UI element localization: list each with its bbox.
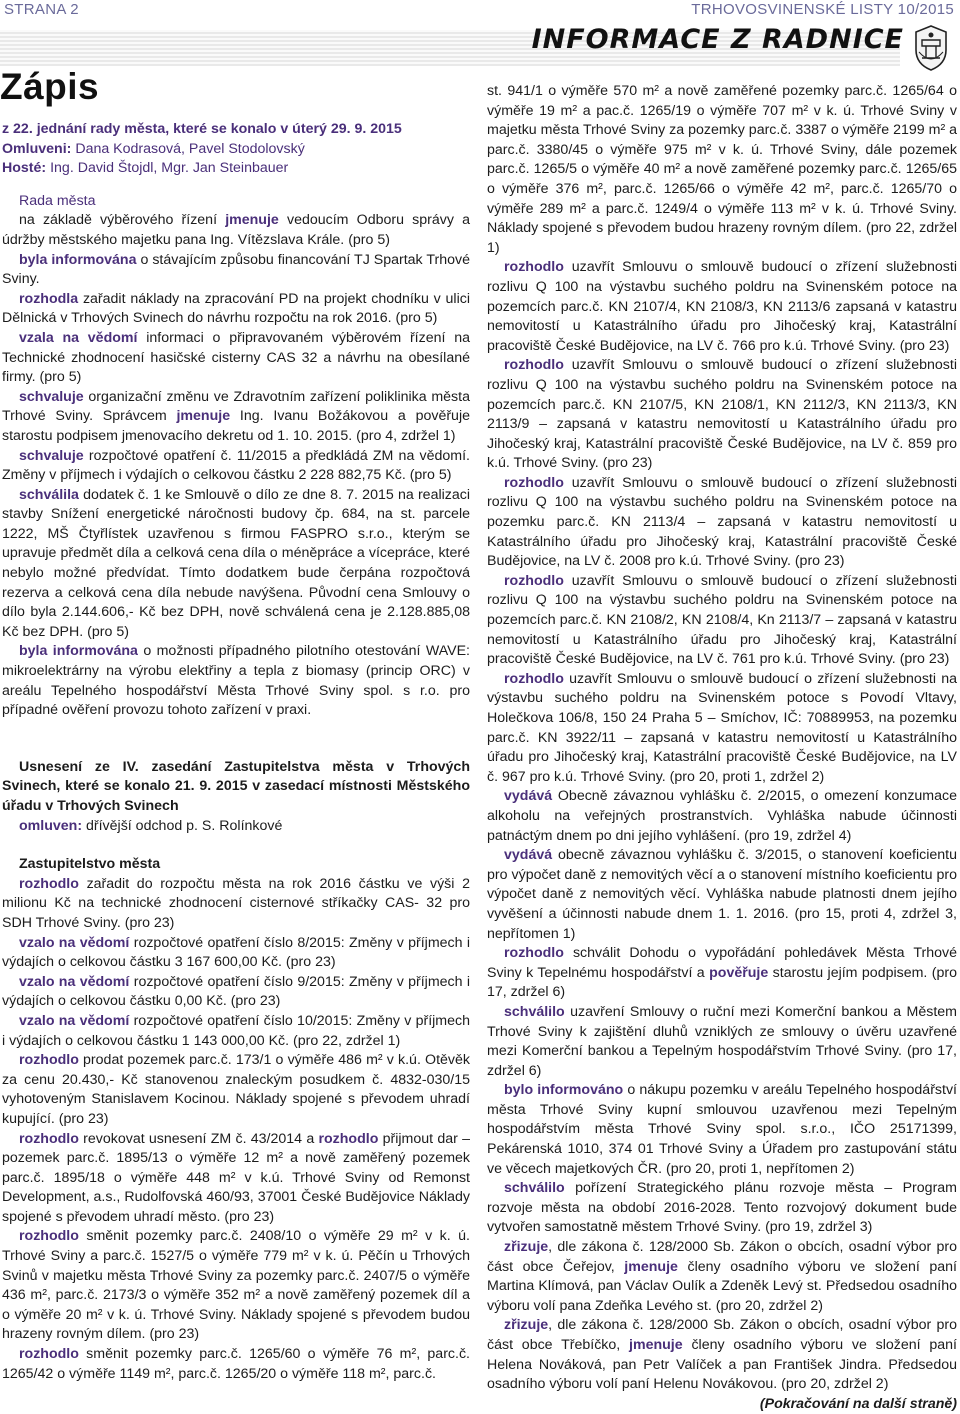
r4-text: uzavřít Smlouvu o smlouvě budoucí o zřízení služebnosti rozlivu Q 100 na výstavbu suchého poldru na Svinenském potoce na pozemcích parc.č. KN 2108/2, KN 2108/4, Kn 2113/7 – zapsaná v katastru nemovitostí u Katastrálního úřadu pro Jihočeský kraj, Katastrální pracoviště České Budějovice, na LV č. 761 pro k.ú. Trhové Sviny. (pro 23) xyxy=(487,572,957,668)
council-p2-verb: byla informována xyxy=(19,251,137,268)
absent-label: Omluveni: xyxy=(2,140,72,157)
council-p4-verb: vzala na vědomí xyxy=(19,329,138,346)
z7-text: směnit pozemky parc.č. 2408/10 o výměře 29 m² v k. ú. Trhové Sviny a parc.č. 1527/5 o výměře 779 m² v k. ú. Pěčín u Trhových Svinů v majetku města Trhové Sviny za pozemky parc.č. 2407/5 o výměře 436 m², parc.č. 2173/3 o výměře 352 m² a nově zaměřený pozemek díl a o výměře 20 m² v k. ú. Trhové Sviny. Náklady spojené s převodem budou hrazeny rovným dílem. (pro 23) xyxy=(2,1228,470,1343)
z5-verb: rozhodlo xyxy=(19,1052,79,1069)
z6-text: revokovat usnesení ZM č. 43/2014 a xyxy=(83,1130,315,1147)
council-p8-text: o možnosti případného pilotního otestování WAVE: mikroelektrárny na výrobu elektřiny a tepla z biomasy (princip ORC) v areálu Tepelného hospodářství Města Trhové Sviny spol. s r.o. pro případné ověření provozu tohoto zařízení v praxi. xyxy=(2,643,470,719)
z2-verb: vzalo na vědomí xyxy=(19,934,130,951)
section-banner: INFORMACE Z RADNICE xyxy=(531,24,904,55)
r6-verb: vydává xyxy=(504,788,553,805)
council-p3-text: zařadit náklady na zpracování PD na projekt chodníku v ulici Dělnická v Trhových Svinech do návrhu rozpočtu na rok 2016. (pro 5) xyxy=(2,290,470,327)
z4-text: rozpočtové opatření číslo 10/2015: Změny v příjmech i výdajích o celkovou částku 1 143 000,00 Kč. (pro 22, zdržel 1) xyxy=(2,1012,470,1049)
r8-text: schválit Dohodu o vypořádání pohledávek Města Trhové Sviny k Tepelnému hospodářství a xyxy=(487,945,957,981)
council-p4-text: informaci o připravovaném výběrovém řízení na Technické zhodnocení hasičské cisterny CAS 32 a návrhu na obesílané firmy. (pro 5) xyxy=(2,329,470,386)
excused-text: dřívější odchod p. S. Rolínkové xyxy=(82,817,283,834)
r8-rest: starostu jejím podpisem. (pro 17, zdržel 6) xyxy=(487,964,958,1001)
council-p5-verb: schvaluje xyxy=(19,388,84,405)
r8-verb: rozhodlo xyxy=(504,945,564,962)
town-seal-icon xyxy=(910,24,952,72)
z4-verb: vzalo na vědomí xyxy=(19,1012,130,1029)
r3-verb: rozhodlo xyxy=(504,474,564,491)
z6-verb: rozhodlo xyxy=(19,1130,79,1147)
page-title: Zápis xyxy=(0,66,100,107)
r9-verb: schválilo xyxy=(504,1003,565,1020)
excused-label: omluven: xyxy=(19,817,83,834)
r0-text: st. 941/1 o výměře 570 m² a nově zaměřené pozemky parc.č. 1265/64 o výměře 19 m² a pac.č. 1265/19 o výměře 707 m² v k. ú. Trhové Sviny v majetku města Trhové Sviny za pozemky parc.č. 3387 o výměře 2199 m² a parc.č. 3380/45 o výměře 975 m² v k. ú. Trhové Sviny, dále pozemek parc.č. 1265/5 o výměře 40 m² a nově zaměřené pozemky parc.č. 1265/65 o výměře 376 m², parc.č. 1265/66 o výměře 42 m², parc.č. 1265/70 o výměře 289 m² a parc.č. 1249/4 o výměře 113 m² v k. ú. Trhové Sviny. Náklady spojené s převodem budou hrazeny rovným dílem. (pro 22, zdržel 1) xyxy=(487,83,957,256)
r1-text: uzavřít Smlouvu o smlouvě budoucí o zřízení služebnosti rozlivu Q 100 na výstavbu suchého poldru na Svinenském potoce na pozemcích parc.č. KN 2107/4, KN 2108/3, KN 2113/6 zapsaná v katastru nemovitostí u Katastrálního úřadu pro Jihočeský kraj, Katastrální pracoviště České Budějovice, na LV č. 766 pro k.ú. Trhové Sviny. (pro 23) xyxy=(487,259,957,354)
council-p5-verb2: jmenuje xyxy=(176,408,231,425)
r9-text: uzavření Smlouvy o ruční mezi Komerční bankou a Městem Trhové Sviny k zajištění dluhů vzniklých ze smlouvy o úvěru uzavřené mezi Komerční bankou a Tepelným hospodářstvím Trhové Sviny. (pro 17, zdržel 6) xyxy=(487,1003,957,1079)
z3-text: rozpočtové opatření číslo 9/2015: Změny v příjmech i výdajích o celkovou částku 0,00 Kč. (pro 23) xyxy=(2,973,470,1010)
r10-text: o nákupu pozemku v areálu Tepelného hospodářství města Trhové Sviny kupní smlouvou uzavřenou mezi Tepelným hospodářstvím města Trhové Sviny spol. s.r.o., IČO 25171399, Pekárenská 1010, 374 01 Trhové Sviny a Úřadem pro zastupování státu ve věcech majetkových ČR. (pro 20, proti 1, nepřítomen 2) xyxy=(487,1082,957,1177)
z8-verb: rozhodlo xyxy=(19,1346,79,1363)
council-p3-verb: rozhodla xyxy=(19,290,79,307)
guests-label: Hosté: xyxy=(2,160,47,177)
resolution-heading: Usnesení ze IV. zasedání Zastupitelstva města v Trhových Svinech, které se konalo 21. 9. 2015 v zasedací místnosti Městského úřadu v Trhových Svinech xyxy=(2,758,470,814)
council-p1-verb: jmenuje xyxy=(225,212,279,229)
r10-verb: bylo informováno xyxy=(504,1082,624,1099)
z6-rest: přijmout dar – pozemek parc.č. 1895/13 o výměře 12 m² a nově zaměřený pozemek parc.č. 1895/18 o výměře 448 m² v k.ú. Trhové Sviny od Remonst Development, a.s., Rudolfovská 460/93, 37001 České Budějovice Náklady spojené s převodem uhradí město. (pro 23) xyxy=(2,1130,471,1225)
r11-verb: schválilo xyxy=(504,1180,565,1197)
meeting-line: z 22. jednání rady města, které se konalo v úterý 29. 9. 2015 xyxy=(2,121,402,137)
z6-verb2: rozhodlo xyxy=(318,1130,379,1147)
r7-text: obecně závaznou vyhlášku č. 3/2015, o stanovení koeficientu pro výpočet daně z nemovitých věcí a o stanovení místního koeficientu pro výpočet daně z nemovitých věcí. Vyhláška nabude platnosti dnem jejího vyvěšení a účinnosti nabude dnem 1. 1. 2016. (pro 15, proti 4, zdržel 3, nepřítomen 1) xyxy=(487,847,957,942)
r5-verb: rozhodlo xyxy=(504,670,564,687)
r4-verb: rozhodlo xyxy=(504,572,564,589)
r13-rest: členy osadního výboru ve složení paní Helena Nováková, pan Petr Valíček a pan František Jindra. Předsedou osadního výboru volí paní Helenu Novákovou. (pro 20, zdržel 2) xyxy=(487,1337,958,1393)
council-p5-rest: Ing. Ivanu Božákovou a pověřuje starostu podpisem jmenovacího dekretu od 1. 10. 2015. (pro 4, zdržel 1) xyxy=(2,408,470,444)
council-p8-verb: byla informována xyxy=(19,643,138,660)
council-p5-text: organizační změnu ve Zdravotním zařízení poliklinika města Trhové Sviny. Správcem xyxy=(2,388,470,425)
r11-text: pořízení Strategického plánu rozvoje města – Program rozvoje města na období 2016-2028. Tento rozvojový dokument bude vytvořen samostatně městem Trhové Sviny. (pro 19, zdržel 3) xyxy=(487,1180,957,1236)
r6-text: Obecně závaznou vyhlášku č. 2/2015, o omezení konzumace alkoholu na veřejných prostranstvích. Vyhláška nabude účinnosti patnáctým dnem po dni jejího vyhlášení. (pro 19, zdržel 4) xyxy=(487,788,957,844)
continued-note: (Pokračování na další straně) xyxy=(759,1395,957,1412)
r2-verb: rozhodlo xyxy=(504,357,564,374)
r12-text: , dle zákona č. 128/2000 Sb. Zákon o obcích, osadní výbor pro část obce Čeřejov, xyxy=(487,1239,957,1275)
council-p2-text: o stávajícím způsobu financování TJ Spartak Trhové Sviny. xyxy=(2,251,470,288)
left-column xyxy=(2,120,470,1384)
r12-rest: členy osadního výboru ve složení paní Martina Klímová, pan Václav Oulík a Zdeněk Levý st. Předsedou osadního výboru volí pana Zdeňka Levého st. (pro 20, zdržel 2) xyxy=(487,1258,957,1314)
r13-verb: zřizuje xyxy=(504,1317,549,1334)
r12-verb: zřizuje xyxy=(504,1239,549,1256)
z8-text: směnit pozemky parc.č. 1265/60 o výměře 76 m², parc.č. 1265/42 o výměře 1149 m², parc.č. 1265/20 o výměře 118 m², parc.č. xyxy=(2,1346,470,1382)
assembly-heading: Zastupitelstvo města xyxy=(19,856,161,873)
r13-verb2: jmenuje xyxy=(629,1337,683,1353)
r5-text: uzavřít Smlouvu o smlouvě budoucí o zřízení služebnosti na výstavbu suchého poldru na Svinenském potoce s Povodí Vltavy, Holečkova 106/8, 150 24 Praha 5 – Smíchov, IČ: 70889953, na pozemku parc.č. KN 3922/11 – zapsaná v katastru nemovitostí u Katastrálního úřadu pro Jihočeský kraj, Katastrální pracoviště České Budějovice, na LV č. 967 pro k.ú. Trhové Sviny. (pro 20, proti 1, zdržel 2) xyxy=(487,670,957,785)
council-p1-rest: vedoucím Odboru správy a údržby městského majetku pana Ing. Vítězslava Krále. (pro 5) xyxy=(2,212,470,248)
page-number: STRANA 2 xyxy=(4,1,79,18)
right-column xyxy=(487,82,957,1414)
z5-text: prodat pozemek parc.č. 173/1 o výměře 486 m² v k.ú. Otěvěk za cenu 20.430,- Kč stanovenou znaleckým posudkem č. 4832-030/15 vyhotoveným Stanislavem Kocinou. Náklady spojené s převodem uhradí kupující. (pro 23) xyxy=(2,1052,470,1127)
journal-title: TRHOVOSVINENSKÉ LISTY 10/2015 xyxy=(691,1,954,18)
absent-names: Dana Kodrasová, Pavel Stodolovský xyxy=(71,140,305,157)
council-p1: na základě výběrového řízení xyxy=(19,212,218,229)
z7-verb: rozhodlo xyxy=(19,1228,79,1245)
r8-verb2: pověřuje xyxy=(709,964,769,981)
z1-text: zařadit do rozpočtu města na rok 2016 částku ve výši 2 milionu Kč na technické zhodnocení cisternové stříkačky CAS- 32 pro SDH Trhové Sviny. (pro 23) xyxy=(2,875,470,931)
r12-verb2: jmenuje xyxy=(624,1258,678,1275)
council-p7-verb: schválila xyxy=(19,486,79,503)
council-p7-text: dodatek č. 1 ke Smlouvě o dílo ze dne 8. 7. 2015 na realizaci stavby Snížení energetické náročnosti budovy čp. 684, na st. parcele 1222, MŠ Čtyřlístek uzavřenou s firmou FASPRO s.r.o., kterým se upravuje předmět díla a celková cena díla o méněpráce a vícepráce, které nebylo možné předvídat. Tímto dodatkem bude čerpána rozpočtová rezerva a celková cena díla nebude navýšena. Původní cena Smlouvy o dílo byla 2.144.606,- Kč bez DPH, nově schválená cena je 2.128.885,08 Kč bez DPH. (pro 5) xyxy=(2,486,470,640)
r2-text: uzavřít Smlouvu o smlouvě budoucí o zřízení služebnosti rozlivu Q 100 na výstavbu suchého poldru na Svinenském potoce na pozemcích parc.č. KN 2107/5, KN 2108/1, KN 2112/3, KN 2113/3, KN 2113/9 – zapsaná v katastru nemovitostí u Katastrálního úřadu pro Jihočeský kraj, Katastrální pracoviště České Budějovice, na LV č. 859 pro k.ú. Trhové Sviny. (pro 23) xyxy=(487,357,957,472)
council-p6-text: rozpočtové opatření č. 11/2015 a předkládá ZM na vědomí. Změny v příjmech i výdajích o celkovou částku 2 228 882,75 Kč. (pro 5) xyxy=(2,447,470,484)
z1-verb: rozhodlo xyxy=(19,875,79,892)
guest-names: Ing. David Štojdl, Mgr. Jan Steinbauer xyxy=(46,160,289,177)
r1-verb: rozhodlo xyxy=(504,259,564,276)
z2-text: rozpočtové opatření číslo 8/2015: Změny v příjmech i výdajích o celkovou částku 3 167 600,00 Kč. (pro 23) xyxy=(2,934,470,971)
z3-verb: vzalo na vědomí xyxy=(19,973,130,990)
r13-text: , dle zákona č. 128/2000 Sb. Zákon o obcích, osadní výbor pro část obce Třebíčko, xyxy=(487,1317,957,1353)
r7-verb: vydává xyxy=(504,847,553,864)
r3-text: uzavřít Smlouvu o smlouvě budoucí o zřízení služebnosti rozlivu Q 100 na výstavbu suchého poldru na Svinenském potoce na pozemku parc.č. KN 2113/4 – zapsaná v katastru nemovitostí u Katastrálního úřadu pro Jihočeský kraj, Katastrální pracoviště České Budějovice, na LV č. 2008 pro k.ú. Trhové Sviny. (pro 23) xyxy=(487,474,957,570)
council-p6-verb: schvaluje xyxy=(19,447,84,464)
council-heading: Rada města xyxy=(19,192,96,209)
